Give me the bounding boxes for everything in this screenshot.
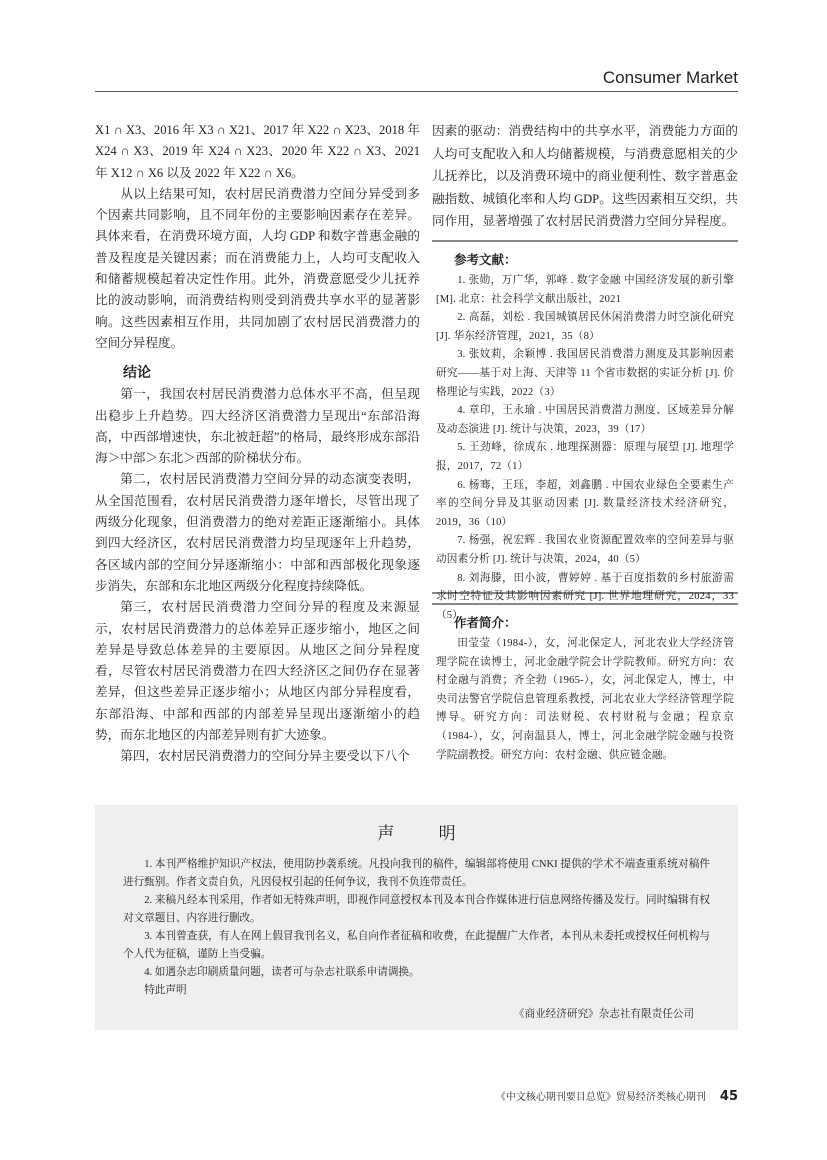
body-paragraph: X1 ∩ X3、2016 年 X3 ∩ X21、2017 年 X22 ∩ X23、2018 年 X24 ∩ X3、2019 年 X24 ∩ X23、2020 年 X22 ∩ X3、2021 年 X12 ∩ X6 以及 2022 年 X22 ∩ X6。 bbox=[95, 123, 420, 180]
notice-item: 4. 如遇杂志印刷质量问题，读者可与杂志社联系申请调换。 bbox=[144, 967, 420, 978]
notice-title: 声明 bbox=[377, 824, 500, 843]
header-rule bbox=[95, 91, 738, 92]
conclusion-paragraph: 第二，农村居民消费潜力空间分异的动态演变表明，从全国范围看，农村居民消费潜力逐年增长，尽管出现了两级分化现象，但消费潜力的绝对差距正逐渐缩小。具体到四大经济区，农村居民消费潜力均呈现逐年上升趋势，各区域内部的空间分异逐渐缩小：中部和西部极化现象逐步消失，东部和东北地区两级分化程度持续降低。 bbox=[95, 472, 420, 593]
notice-box bbox=[95, 805, 738, 1030]
running-title: Consumer Market bbox=[602, 68, 738, 87]
notice-item: 3. 本刊曾查获，有人在网上假冒我刊名义，私自向作者征稿和收费，在此提醒广大作者，本刊从未委托或授权任何机构与个人代为征稿，谨防上当受骗。 bbox=[123, 931, 710, 960]
author-bio-section bbox=[432, 603, 738, 785]
notice-item: 特此声明 bbox=[144, 985, 187, 996]
author-bio-heading: 作者简介： bbox=[454, 615, 517, 630]
reference-item: 5. 王劲峰，徐成东 . 地理探测器：原理与展望 [J]. 地理学报，2017，72（1） bbox=[436, 442, 734, 472]
body-paragraph: 从以上结果可知，农村居民消费潜力空间分异受到多个因素共同影响，且不同年份的主要影响因素存在差异。具体来看，在消费环境方面，人均 GDP 和数字普惠金融的普及程度是关键因素；而在消费能力上，人均可支配收入和储蓄规模起着决定性作用。此外，消费意愿受少儿抚养比的波动影响，而消费结构则受到消费共享水平的显著影响。这些因素相互作用，共同加剧了农村居民消费潜力的空间分异程度。 bbox=[95, 186, 420, 350]
notice-item: 2. 来稿凡经本刊采用，作者如无特殊声明，即视作同意授权本刊及本刊合作媒体进行信息网络传播及发行。同时编辑有权对文章题目、内容进行删改。 bbox=[123, 895, 710, 924]
body-paragraph: 因素的驱动：消费结构中的共享水平，消费能力方面的人均可支配收入和人均储蓄规模，与消费意愿相关的少儿抚养比，以及消费环境中的商业便利性、数字普惠金融指数、城镇化率和人均 GDP。这些因素相互交织，共同作用，显著增强了农村居民消费潜力空间分异程度。 bbox=[432, 124, 738, 228]
reference-item: 4. 章印，王永瑜 . 中国居民消费潜力测度、区域差异分解及动态演进 [J]. 统计与决策，2023，39（17） bbox=[436, 405, 734, 435]
reference-item: 1. 张勋，万广华，郭峰 . 数字金融 中国经济发展的新引擎 [M]. 北京：社会科学文献出版社，2021 bbox=[436, 275, 734, 305]
conclusion-paragraph: 第三，农村居民消费潜力空间分异的程度及来源显示，农村居民消费潜力的总体差异正逐步缩小，地区之间差异是导致总体差异的主要原因。从地区之间分异程度看，尽管农村居民消费潜力在四大经济区之间仍存在显著差异，但这些差异正逐步缩小；从地区内部分异程度看，东部沿海、中部和西部的内部差异呈现出逐渐缩小的趋势，而东北地区的内部差异则有扩大迹象。 bbox=[95, 600, 420, 743]
notice-signature: 《商业经济研究》杂志社有限责任公司 bbox=[513, 1009, 694, 1020]
notice-item: 1. 本刊严格维护知识产权法，使用防抄袭系统。凡投向我刊的稿件，编辑部将使用 CNKI 提供的学术不端查重系统对稿件进行甄别。作者文责自负，凡因侵权引起的任何争议，我刊不负连带责任。 bbox=[123, 859, 710, 888]
left-column bbox=[95, 120, 420, 768]
page-number: 45 bbox=[719, 1089, 738, 1104]
reference-item: 3. 张妏莉，余颖博 . 我国居民消费潜力测度及其影响因素研究——基于对上海、天津等 11 个省市数据的实证分析 [J]. 价格理论与实践，2022（3） bbox=[436, 349, 734, 398]
references-section bbox=[432, 240, 738, 621]
reference-item: 6. 杨骞，王珏，李超，刘鑫鹏 . 中国农业绿色全要素生产率的空间分异及其驱动因素 [J]. 数量经济技术经济研究，2019，36（10） bbox=[436, 479, 734, 528]
references-heading: 参考文献： bbox=[454, 252, 517, 267]
footer-journal-line: 《中文核心期刊要目总览》贸易经济类核心期刊 bbox=[495, 1092, 706, 1103]
page-footer bbox=[496, 1088, 738, 1104]
reference-item: 7. 杨强，祝宏辉 . 我国农业资源配置效率的空间差异与驱动因素分析 [J]. 统计与决策，2024，40（5） bbox=[436, 535, 734, 565]
conclusion-paragraph: 第四，农村居民消费潜力的空间分异主要受以下八个 bbox=[120, 749, 410, 764]
conclusion-heading: 结论 bbox=[123, 365, 151, 382]
reference-item: 2. 高磊，刘松 . 我国城镇居民休闲消费潜力时空演化研究 [J]. 华东经济管理，2021，35（8） bbox=[436, 312, 734, 342]
right-column bbox=[432, 120, 738, 233]
reference-item: 8. 刘海滕，田小波，曹婷婷 . 基于百度指数的乡村旅游需求时空特征及其影响因素研究 [J]. 世界地理研究，2024，33（5） bbox=[436, 572, 734, 621]
author-bio-text: 田莹莹（1984-），女，河北保定人，河北农业大学经济管理学院在读博士，河北金融学院会计学院教师。研究方向：农村金融与消费；齐全勃（1965-），女，河北保定人，博士，中央司法警官学院信息管理系教授，河北农业大学经济管理学院博导。研究方向：司法财税、农村财税与金融；程京京（1984-），女，河南温县人，博士，河北金融学院金融与投资学院副教授。研究方向：农村金融、供应链金融。 bbox=[436, 638, 734, 761]
conclusion-paragraph: 第一，我国农村居民消费潜力总体水平不高，但呈现出稳步上升趋势。四大经济区消费潜力呈现出“东部沿海高，中西部增速快，东北被赶超”的格局，最终形成东部沿海＞中部＞东北＞西部的阶梯状分布。 bbox=[95, 387, 420, 466]
